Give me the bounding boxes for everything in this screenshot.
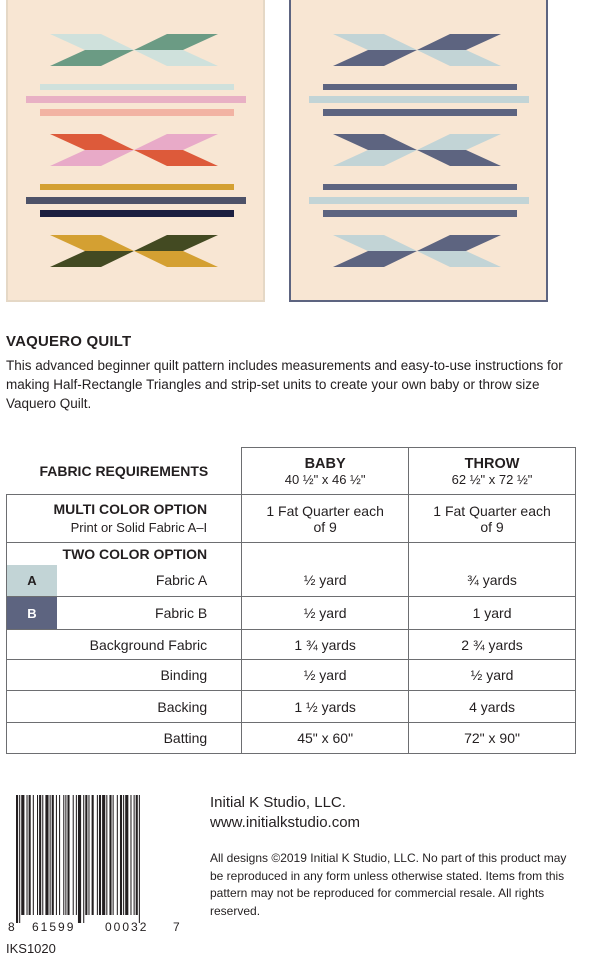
barcode-bar [125, 795, 128, 915]
upc-barcode [8, 795, 183, 940]
binding-baby: ½ yard [242, 660, 409, 691]
background-fabric-label: Background Fabric [7, 630, 242, 660]
multi-color-baby: 1 Fat Quarter each of 9 [242, 495, 409, 543]
company-info [210, 793, 360, 833]
multi-color-label [7, 495, 242, 543]
fabric-b-baby: ½ yard [242, 597, 409, 630]
barcode-bar [39, 795, 41, 915]
baby-size: 40 ½" x 46 ½" [284, 471, 366, 487]
fabric-a-label-cell [7, 565, 242, 597]
product-sku: IKS1020 [6, 941, 56, 956]
pattern-title: VAQUERO QUILT [6, 333, 132, 350]
barcode-bar [83, 795, 84, 923]
barcode-bar [139, 795, 140, 923]
barcode-bar [92, 795, 94, 915]
company-website[interactable]: www.initialkstudio.com [210, 814, 361, 831]
table-row [7, 723, 576, 754]
fabric-b-label-cell [7, 597, 242, 630]
multi-color-throw: 1 Fat Quarter each of 9 [409, 495, 576, 543]
two-color-title: TWO COLOR OPTION [7, 543, 242, 565]
barcode-bar [73, 795, 74, 915]
throw-column-header [409, 448, 576, 495]
multi-color-row [7, 495, 576, 543]
multi-color-quilt-image [6, 0, 265, 302]
fabric-requirements-table [6, 447, 576, 754]
barcode-bar [27, 795, 28, 915]
throw-title: THROW [464, 455, 520, 472]
barcode-first-digit: 8 [8, 920, 15, 934]
barcode-bar [63, 795, 64, 915]
pattern-description: This advanced beginner quilt pattern includes measurements and easy-to-use instructions for making Half-Rectangle Triangles and strip-set units to create your own baby or throw size Vaquero Quilt. [6, 358, 563, 411]
barcode-bar [76, 795, 77, 915]
barcode-bar [50, 795, 51, 915]
two-color-quilt-image [289, 0, 548, 302]
barcode-bar [16, 795, 18, 923]
barcode-bar [56, 795, 57, 915]
throw-size: 62 ½" x 72 ½" [451, 471, 533, 487]
barcode-bar [45, 795, 48, 915]
barcode-bar [113, 795, 114, 915]
two-color-heading-row [7, 543, 576, 565]
barcode-bar [78, 795, 81, 923]
barcode-bar [123, 795, 124, 915]
multi-color-title: MULTI COLOR OPTION [53, 501, 208, 517]
barcode-bar [120, 795, 122, 915]
barcode-left-digits: 61599 [32, 920, 76, 934]
multi-color-subtitle: Print or Solid Fabric A–I [70, 520, 208, 535]
fabric-b-label: Fabric B [155, 605, 208, 621]
binding-throw: ½ yard [409, 660, 576, 691]
company-name: Initial K Studio, LLC. [210, 794, 346, 811]
batting-throw: 72" x 90" [409, 723, 576, 754]
backing-throw: 4 yards [409, 691, 576, 723]
background-fabric-throw: 2 ¾ yards [409, 630, 576, 660]
barcode-bar [52, 795, 54, 915]
barcode-bar [21, 795, 24, 915]
barcode-bar [67, 795, 69, 915]
table-row [7, 565, 576, 597]
barcode-bar [97, 795, 98, 915]
table-row [7, 630, 576, 660]
barcode-last-digit: 7 [173, 920, 180, 934]
barcode-bar [33, 795, 34, 915]
table-row [7, 691, 576, 723]
barcode-bar [19, 795, 20, 923]
fabric-a-baby: ½ yard [242, 565, 409, 597]
batting-label: Batting [7, 723, 242, 754]
barcode-bar [88, 795, 89, 915]
barcode-bar [85, 795, 87, 915]
barcode-bar [29, 795, 31, 915]
fabric-a-swatch: A [7, 565, 57, 597]
baby-title: BABY [304, 455, 346, 472]
fabric-requirements-heading: FABRIC REQUIREMENTS [7, 448, 242, 495]
barcode-bar [99, 795, 101, 915]
binding-label: Binding [7, 660, 242, 691]
fabric-b-swatch: B [7, 597, 57, 629]
barcode-bar [65, 795, 66, 915]
table-row [7, 597, 576, 630]
barcode-bar [37, 795, 38, 915]
barcode-bar [102, 795, 105, 915]
table-row [7, 660, 576, 691]
barcode-right-digits: 00032 [105, 920, 149, 934]
batting-baby: 45" x 60" [242, 723, 409, 754]
fabric-a-label: Fabric A [155, 572, 208, 589]
baby-column-header [242, 448, 409, 495]
background-fabric-baby: 1 ¾ yards [242, 630, 409, 660]
fabric-a-throw: ¾ yards [409, 565, 576, 597]
table-header-row [7, 448, 576, 495]
copyright-notice: All designs ©2019 Initial K Studio, LLC. No part of this product may be reproduced in any form unless otherwise stated. Items from this pattern may not be reproduced for commercial resale. All rights reserved. [210, 851, 567, 918]
barcode-bar [136, 795, 138, 915]
backing-baby: 1 ½ yards [242, 691, 409, 723]
barcode-bar [109, 795, 111, 915]
barcode-bar [42, 795, 43, 915]
barcode-bar [59, 795, 60, 915]
backing-label: Backing [7, 691, 242, 723]
barcode-bar [134, 795, 135, 915]
barcode-bar [130, 795, 131, 915]
barcode-bar [106, 795, 107, 915]
fabric-b-throw: 1 yard [409, 597, 576, 630]
barcode-bar [117, 795, 118, 915]
